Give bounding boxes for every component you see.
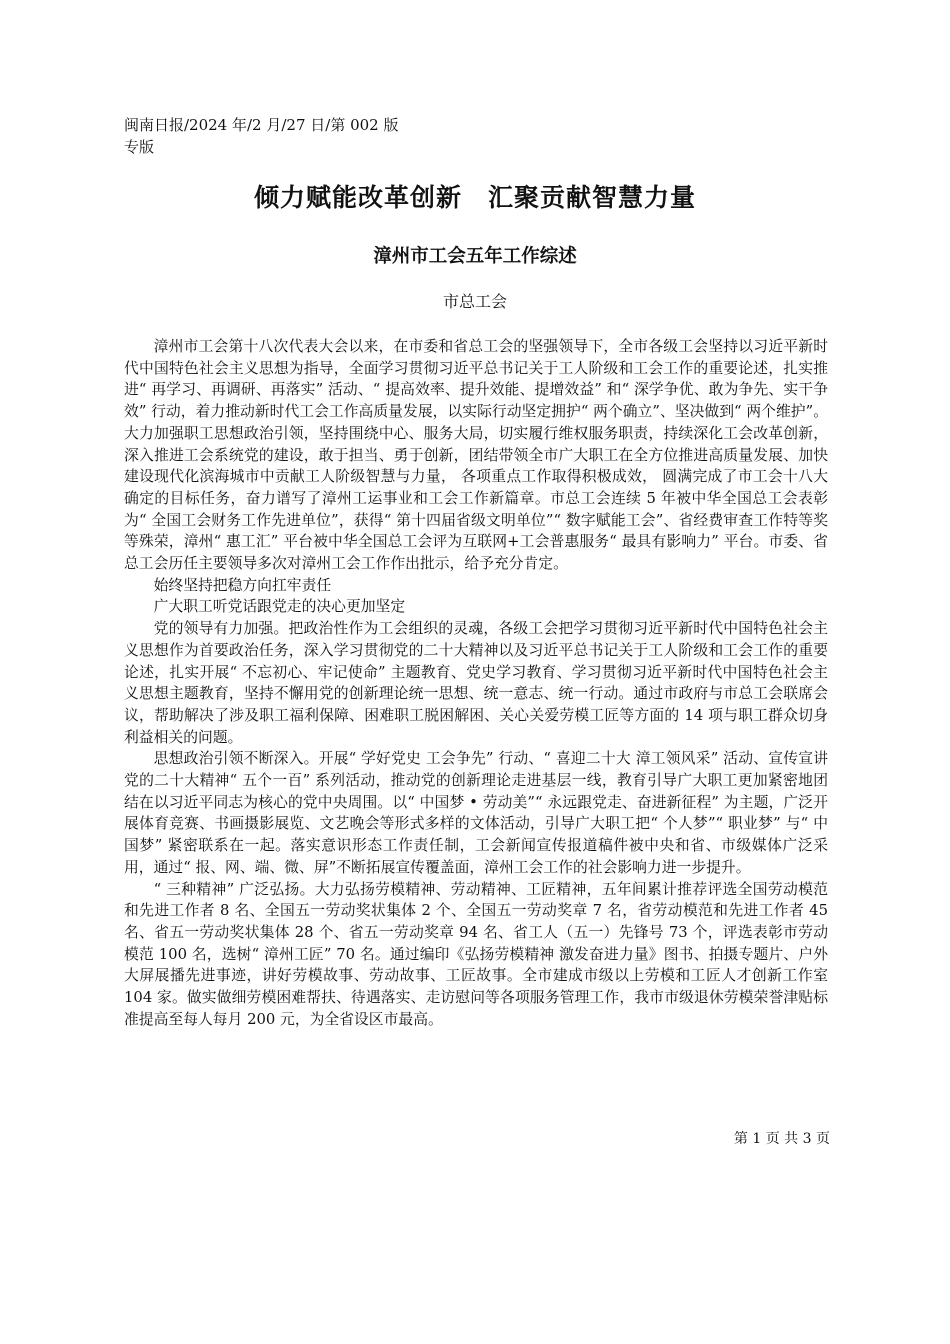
article-title: 倾力赋能改革创新 汇聚贡献智慧力量 bbox=[253, 183, 696, 212]
paragraph-party-leadership: 党的领导有力加强。把政治性作为工会组织的灵魂，各级工会把学习贯彻习近平新时代中国特色社会主义思想作为首要政治任务，深入学习贯彻党的二十大精神以及习近平总书记关于工人阶级和工会工作的重要论述，扎实开展“ 不忘初心、牢记使命” 主题教育、党史学习教育、学习贯彻习近平新时代中国特色社会主义思想主题教育，坚持不懈用党的创新理论统一思想、统一意志、统一行动。通过市政府与市总工会联席会议，帮助解决了涉及职工福利保障、困难职工脱困解困、关心关爱劳模工匠等方面的 14 项与职工群众切身利益相关的问题。 bbox=[124, 620, 828, 746]
paragraph-three-spirits: “ 三种精神” 广泛弘扬。大力弘扬劳模精神、劳动精神、工匠精神，五年间累计推荐评选全国劳动模范和先进工作者 8 名、全国五一劳动奖状集体 2 个、全国五一劳动奖章 7 名，省劳动模范和先进工作者 45 名、省五一劳动奖状集体 28 个、省五一劳动奖章 94 名、省工人（五一）先锋号 73 个，评选表彰市劳动模范 100 名，选树“ 漳州工匠” 70 名。通过编印《弘扬劳模精神 激发奋进力量》图书、拍摄专题片、户外大屏展播先进事迹，讲好劳模故事、劳动故事、工匠故事。全市建成市级以上劳模和工匠人才创新工作室 104 家。做实做细劳模困难帮扶、待遇落实、走访慰问等各项服务管理工作，我市市级退休劳模荣誉津贴标准提高至每人每月 200 元，为全省设区市最高。 bbox=[124, 880, 828, 1028]
section-heading: 始终坚持把稳方向扛牢责任 bbox=[153, 576, 332, 594]
page-number: 第 1 页 共 3 页 bbox=[733, 1131, 830, 1147]
article-subtitle: 漳州市工会五年工作综述 bbox=[373, 246, 577, 267]
article-body bbox=[124, 336, 828, 1031]
paragraph-ideological-guidance: 思想政治引领不断深入。开展“ 学好党史 工会争先” 行动、“ 喜迎二十大 漳工领风采” 活动、宣传宣讲党的二十大精神“ 五个一百” 系列活动，推动党的创新理论走进基层一线，教育引导广大职工更加紧密地团结在以习近平同志为核心的党中央周围。以“ 中国梦 • 劳动美”“ 永远跟党走、奋进新征程” 为主题，广泛开展体育竞赛、书画摄影展览、文艺晚会等形式多样的文体活动，引导广大职工把“ 个人梦”“ 职业梦” 与“ 中国梦” 紧密联系在一起。落实意识形态工作责任制，工会新闻宣传报道稿件被中央和省、市级媒体广泛采用，通过“ 报、网、端、微、屏”不断拓展宣传覆盖面，漳州工会工作的社会影响力进一步提升。 bbox=[124, 750, 828, 876]
section-subheading: 广大职工听党话跟党走的决心更加坚定 bbox=[153, 598, 406, 616]
paragraph-intro: 漳州市工会第十八次代表大会以来，在市委和省总工会的坚强领导下，全市各级工会坚持以习近平新时代中国特色社会主义思想为指导，全面学习贯彻习近平总书记关于工人阶级和工会工作的重要论述，扎实推进“ 再学习、再调研、再落实” 活动、“ 提高效率、提升效能、提增效益” 和“ 深学争优、敢为争先、实干争效” 行动，着力推动新时代工会工作高质量发展，以实际行动坚定拥护“ 两个确立”、坚决做到“ 两个维护”。大力加强职工思想政治引领，坚持围绕中心、服务大局，切实履行维权服务职责，持续深化工会改革创新，深入推进工会系统党的建设，敢于担当、勇于创新，团结带领全市广大职工在全方位推进高质量发展、加快建设现代化滨海城市中贡献工人阶级智慧与力量， 各项重点工作取得积极成效， 圆满完成了市工会十八大确定的目标任务，奋力谱写了漳州工运事业和工会工作新篇章。市总工会连续 5 年被中华全国总工会表彰为“ 全国工会财务工作先进单位”，获得“ 第十四届省级文明单位”“ 数字赋能工会”、省经费审查工作特等奖等殊荣，漳州“ 惠工汇” 平台被中华全国总工会评为互联网+工会普惠服务“ 最具有影响力” 平台。市委、省总工会历任主要领导多次对漳州工会工作作出批示，给予充分肯定。 bbox=[124, 338, 828, 573]
article-author: 市总工会 bbox=[442, 292, 507, 311]
newspaper-source: 闽南日报/2024 年/2 月/27 日/第 002 版专版 bbox=[124, 116, 399, 156]
